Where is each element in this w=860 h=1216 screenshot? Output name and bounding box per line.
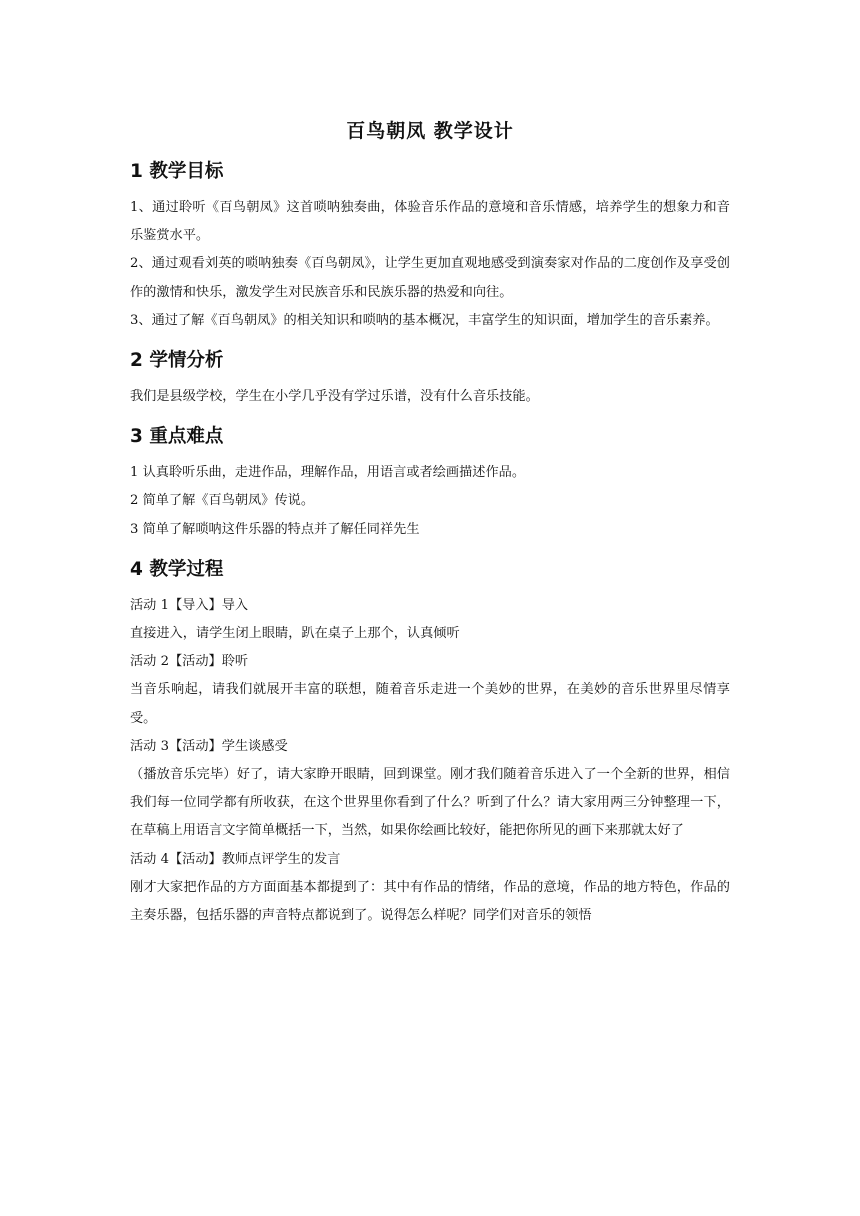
document-body [130, 152, 730, 930]
section-key-difficulties [130, 417, 730, 544]
paragraph: 当音乐响起，请我们就展开丰富的联想，随着音乐走进一个美妙的世界，在美妙的音乐世界里尽情享受。 [130, 682, 730, 726]
activity-label: 活动 2【活动】聆听 [130, 654, 249, 670]
activity-label: 活动 3【活动】学生谈感受 [130, 738, 288, 754]
paragraph: 直接进入，请学生闭上眼睛，趴在桌子上那个，认真倾听 [130, 626, 460, 642]
paragraph: 1 认真聆听乐曲，走进作品，理解作品，用语言或者绘画描述作品。 [130, 465, 526, 481]
activity-label: 活动 4【活动】教师点评学生的发言 [130, 851, 341, 867]
section-heading: 4 教学过程 [130, 558, 224, 580]
paragraph: 刚才大家把作品的方方面面基本都提到了：其中有作品的情绪，作品的意境，作品的地方特色，作品的主奏乐器，包括乐器的声音特点都说到了。说得怎么样呢？同学们对音乐的领悟 [130, 879, 730, 924]
document-title: 百鸟朝凤 教学设计 [346, 120, 514, 142]
section-heading: 3 重点难点 [130, 426, 224, 448]
section-learner-analysis [130, 341, 730, 411]
paragraph: 3、通过了解《百鸟朝凤》的相关知识和唢呐的基本概况，丰富学生的知识面，增加学生的音乐素养。 [130, 312, 719, 328]
paragraph: 1、通过聆听《百鸟朝凤》这首唢呐独奏曲，体验音乐作品的意境和音乐情感，培养学生的想象力和音乐鉴赏水平。 [130, 200, 730, 244]
paragraph: 2 简单了解《百鸟朝凤》传说。 [130, 493, 315, 509]
paragraph: （播放音乐完毕）好了，请大家睁开眼睛，回到课堂。刚才我们随着音乐进入了一个全新的世界，相信我们每一位同学都有所收获，在这个世界里你看到了什么？听到了什么？请大家用两三分钟整理一下，在草稿上用语言文字简单概括一下，当然，如果你绘画比较好，能把你所见的画下来那就太好了 [130, 767, 730, 839]
paragraph: 我们是县级学校，学生在小学几乎没有学过乐谱，没有什么音乐技能。 [130, 389, 539, 405]
activity-label: 活动 1【导入】导入 [130, 597, 249, 613]
section-heading: 2 学情分析 [130, 350, 224, 372]
section-teaching-process [130, 550, 730, 930]
paragraph: 3 简单了解唢呐这件乐器的特点并了解任同祥先生 [130, 521, 420, 537]
section-teaching-objectives [130, 152, 730, 335]
paragraph: 2、通过观看刘英的唢呐独奏《百鸟朝凤》，让学生更加直观地感受到演奏家对作品的二度创作及享受创作的激情和快乐，激发学生对民族音乐和民族乐器的热爱和向往。 [130, 256, 730, 300]
section-heading: 1 教学目标 [130, 161, 224, 182]
